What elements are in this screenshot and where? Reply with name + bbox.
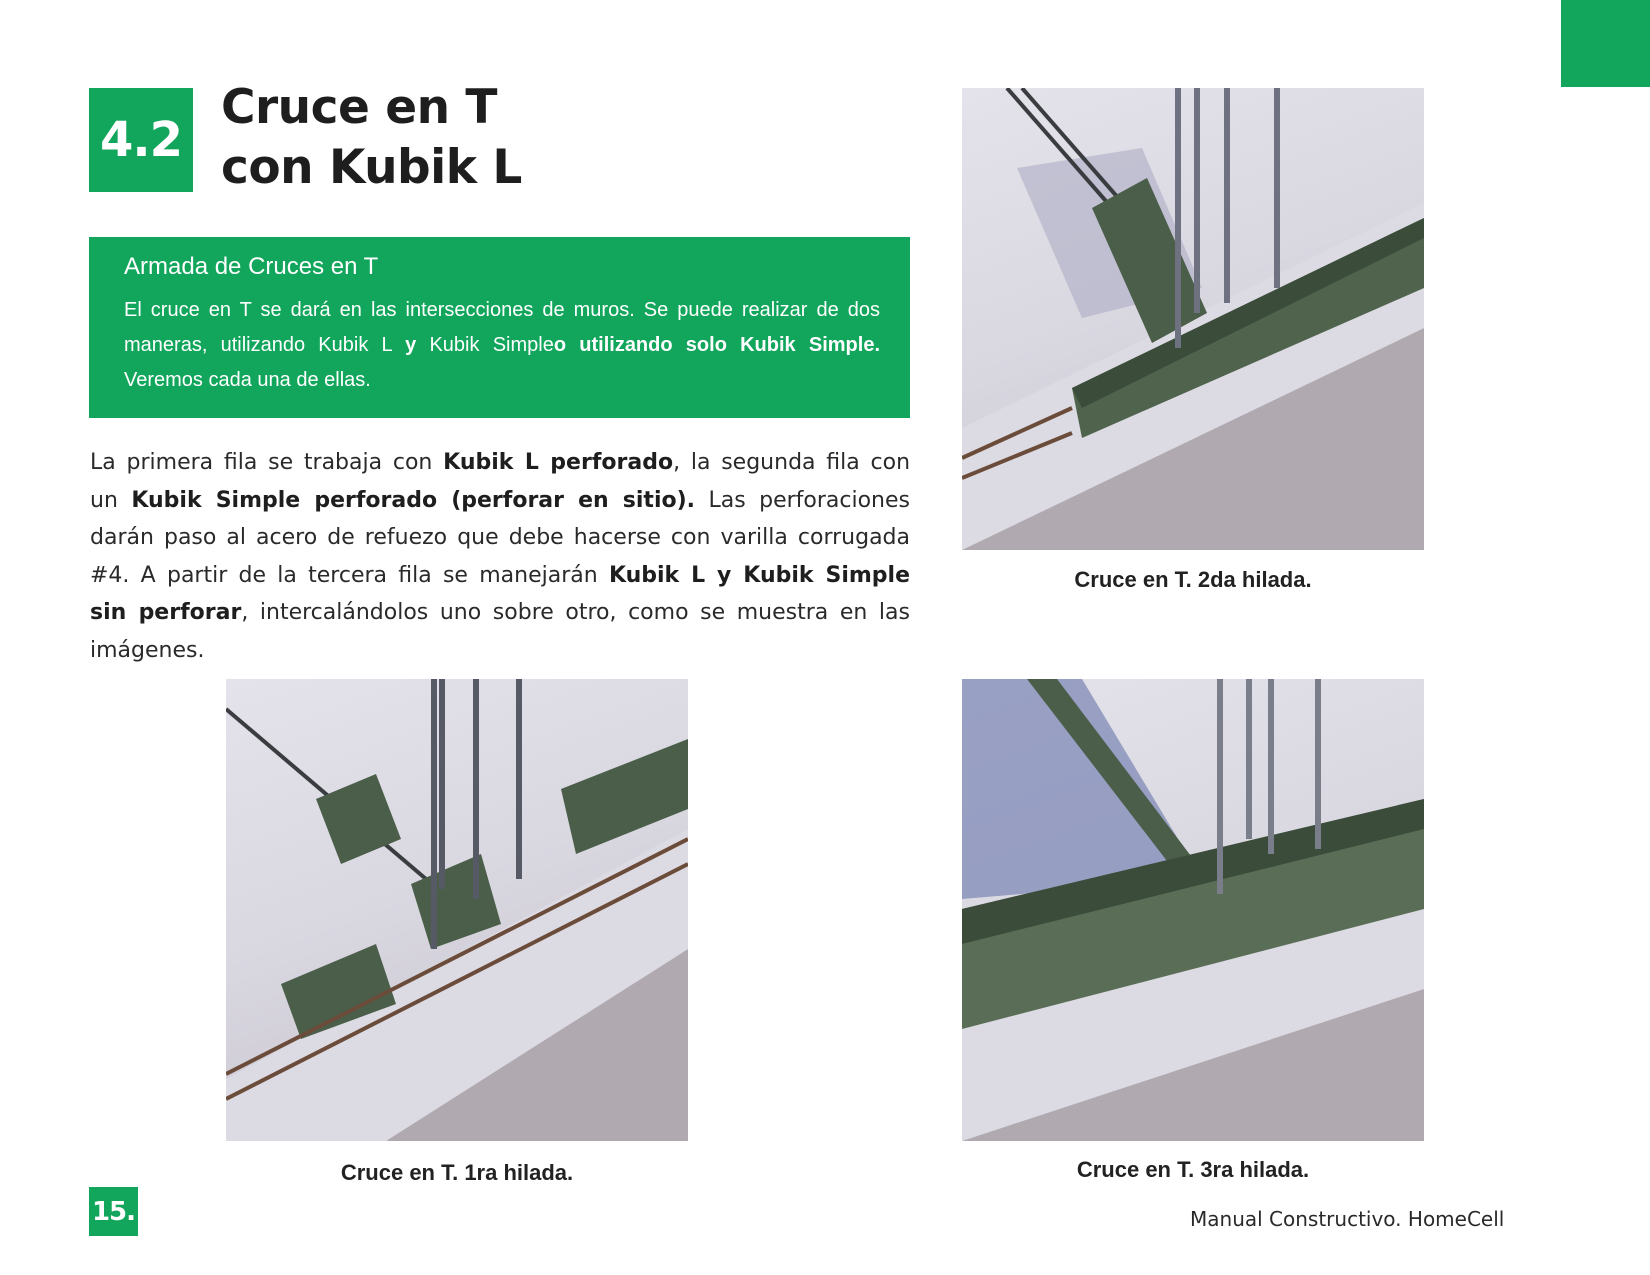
footer-document-title: Manual Constructivo. HomeCell [1190,1207,1505,1231]
info-box-text: El cruce en T se dará en las intersecciones de muros. Se puede realizar de dos maneras, utilizando Kubik L y Kubik Simpleo utilizando solo Kubik Simple. Veremos cada una de ellas. [124,299,881,391]
render-illustration [962,88,1424,550]
caption-3ra-hilada: Cruce en T. 3ra hilada. [1076,1157,1310,1182]
page-title [221,78,522,198]
render-illustration [226,679,688,1141]
render-illustration [962,679,1424,1141]
figure-3ra-hilada [962,679,1424,1141]
info-box [89,237,910,418]
page-title-line2: con Kubik L [221,140,522,195]
body-paragraph: La primera fila se trabaja con Kubik L perforado, la segunda fila con un Kubik Simple perforado (perforar en sitio). Las perforaciones darán paso al acero de refuezo que debe hacerse con varilla corrugada #4. A partir de la tercera fila se manejarán Kubik L y Kubik Simple sin perforar, intercalándolos uno sobre otro, como se muestra en las imágenes. [90,450,911,663]
info-box-heading: Armada de Cruces en T [124,253,379,280]
page-title-line1: Cruce en T [221,80,497,135]
section-number-badge: 4.2 [89,88,193,192]
caption-1ra-hilada: Cruce en T. 1ra hilada. [340,1160,574,1185]
page-number-badge: 15. [89,1187,138,1236]
corner-tab-decoration [1561,0,1650,87]
caption-2da-hilada: Cruce en T. 2da hilada. [1074,567,1312,592]
figure-1ra-hilada [226,679,688,1141]
figure-2da-hilada [962,88,1424,550]
